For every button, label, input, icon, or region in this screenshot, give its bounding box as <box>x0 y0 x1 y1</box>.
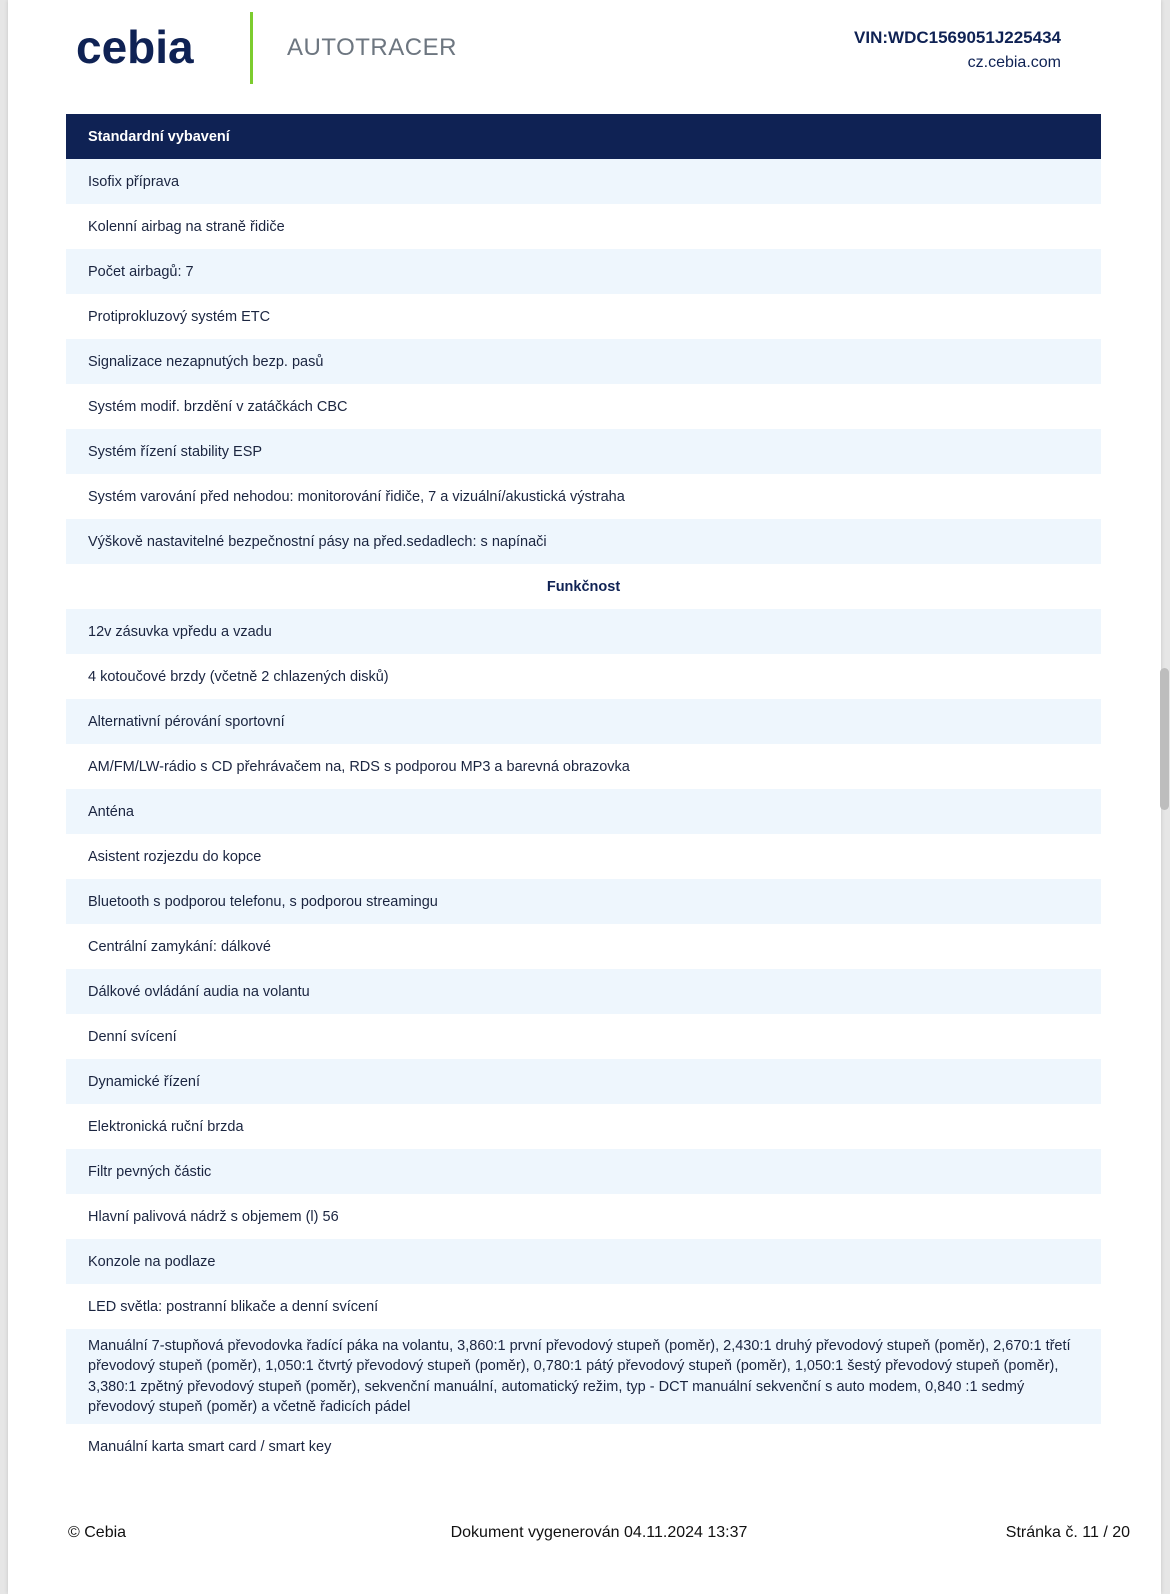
table-row: 12v zásuvka vpředu a vzadu <box>66 609 1101 654</box>
cebia-logo-icon <box>76 13 226 83</box>
table-row: Systém varování před nehodou: monitorování řidiče, 7 a vizuální/akustická výstraha <box>88 488 625 505</box>
equipment-table <box>66 114 1101 1469</box>
table-header: Standardní vybavení <box>66 114 1101 159</box>
table-row: Denní svícení <box>88 1028 177 1045</box>
table-row: Bluetooth s podporou telefonu, s podporou streamingu <box>66 879 1101 924</box>
document-page <box>8 0 1161 1594</box>
product-name: AUTOTRACER <box>287 34 457 61</box>
table-row: Protiprokluzový systém ETC <box>88 308 271 325</box>
table-row: Dálkové ovládání audia na volantu <box>66 969 1101 1014</box>
table-row: Anténa <box>66 789 1101 834</box>
footer-page-number: Stránka č. 11 / 20 <box>1005 1524 1130 1541</box>
table-row: Signalizace nezapnutých bezp. pasů <box>66 339 1101 384</box>
footer-generated: Dokument vygenerován 04.11.2024 13:37 <box>450 1524 748 1541</box>
table-row: Manuální 7-stupňová převodovka řadící páka na volantu, 3,860:1 první převodový stupeň (poměr), 2,430:1 druhý převodový stupeň (poměr), 2,670:1 třetí převodový stupeň (poměr), 1,050:1 čtvrtý převodový stupeň (poměr), 0,780:1 pátý převodový stupeň (poměr), 1,050:1 šestý převodový stupeň (poměr), 3,380:1 zpětný převodový stupeň (poměr), sekvenční manuální, automatický režim, typ - DCT manuální sekvenční s auto modem, 0,840 :1 sedmý převodový stupeň (poměr) a včetně řadicích pádel <box>66 1329 1101 1424</box>
site-url: cz.cebia.com <box>967 54 1061 71</box>
table-row: LED světla: postranní blikače a denní svícení <box>88 1298 379 1315</box>
table-row: Centrální zamykání: dálkové <box>88 938 271 955</box>
table-row: Manuální karta smart card / smart key <box>88 1438 332 1455</box>
logo-wordmark: cebia <box>76 21 194 73</box>
logo-divider <box>250 12 253 84</box>
table-row: 4 kotoučové brzdy (včetně 2 chlazených disků) <box>88 668 389 685</box>
table-row: Filtr pevných částic <box>66 1149 1101 1194</box>
section-title: Funkčnost <box>546 578 621 595</box>
table-row: Asistent rozjezdu do kopce <box>88 848 262 865</box>
table-row: Počet airbagů: 7 <box>66 249 1101 294</box>
table-row: Dynamické řízení <box>66 1059 1101 1104</box>
vin-block <box>854 28 1061 72</box>
table-row: Kolenní airbag na straně řidiče <box>88 218 285 235</box>
table-row: Výškově nastavitelné bezpečnostní pásy na před.sedadlech: s napínači <box>66 519 1101 564</box>
table-row: Elektronická ruční brzda <box>88 1118 244 1135</box>
table-row: Systém řízení stability ESP <box>66 429 1101 474</box>
table-row: Systém modif. brzdění v zatáčkách CBC <box>88 398 348 415</box>
footer-copyright: © Cebia <box>68 1524 127 1541</box>
table-row: AM/FM/LW-rádio s CD přehrávačem na, RDS s podporou MP3 a barevná obrazovka <box>88 758 630 775</box>
table-row: Isofix příprava <box>66 159 1101 204</box>
vin-number: VIN:WDC1569051J225434 <box>854 28 1061 47</box>
table-row: Alternativní pérování sportovní <box>66 699 1101 744</box>
table-row: Hlavní palivová nádrž s objemem (l) 56 <box>88 1208 339 1225</box>
table-row: Konzole na podlaze <box>66 1239 1101 1284</box>
scrollbar-thumb[interactable] <box>1160 668 1169 810</box>
scrollbar[interactable] <box>1156 0 1170 1594</box>
cebia-logo <box>76 12 457 84</box>
